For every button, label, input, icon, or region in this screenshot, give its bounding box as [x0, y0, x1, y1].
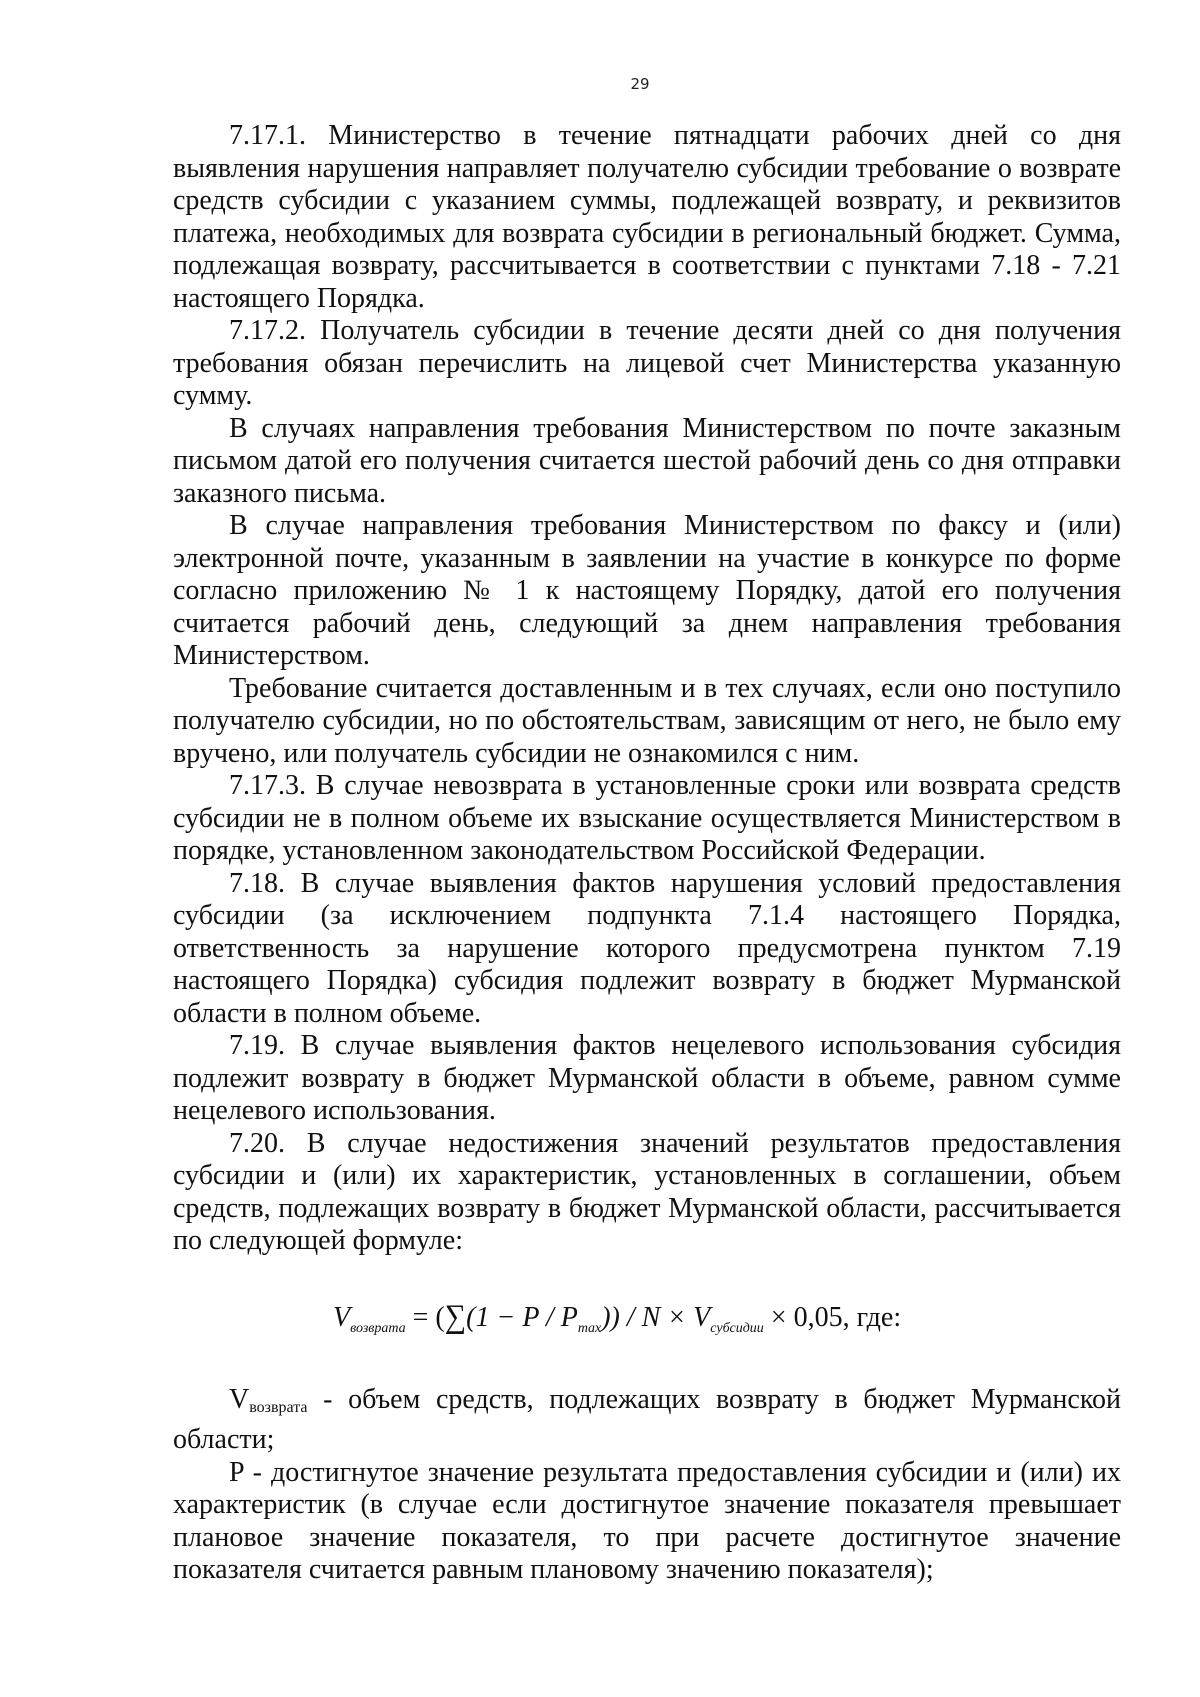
- definition-v-symbol: V: [229, 1383, 250, 1415]
- paragraph-7-17-1: 7.17.1. Министерство в течение пятнадцати рабочих дней со дня выявления нарушения направляет получателю субсидии требование о возврате средств субсидии с указанием суммы, подлежащей возврату, и реквизитов платежа, необходимых для возврата субсидии в региональный бюджет. Сумма, подлежащая возврату, рассчитывается в соответствии с пунктами 7.18 - 7.21 настоящего Порядка.: [173, 120, 1121, 314]
- formula-sigma-symbol: ∑: [444, 1297, 467, 1335]
- formula-pmax-sub: max: [577, 1320, 602, 1336]
- paragraph-mail-delivery: В случаях направления требования Министерством по почте заказным письмом датой его получения считается шестой рабочий день со дня отправки заказного письма.: [173, 412, 1121, 509]
- formula-equals-open: = (: [405, 1301, 445, 1333]
- definition-v-return: [173, 1384, 1121, 1457]
- paragraph-7-17-2: 7.17.2. Получатель субсидии в течение десяти дней со дня получения требования обязан перечислить на лицевой счет Министерства указанную сумму.: [173, 315, 1121, 411]
- paragraph-7-17-3: 7.17.3. В случае невозврата в установленные сроки или возврата средств субсидии не в полном объеме их взыскание осуществляется Министерством в порядке, установленном законодательством Российской Федерации.: [173, 770, 1121, 866]
- formula-subsidy-sub: субсидии: [710, 1320, 764, 1336]
- definition-v-sub: возврата: [249, 1398, 308, 1416]
- document-body: [173, 120, 1121, 1587]
- paragraph-delivered-requirement: Требование считается доставленным и в тех случаях, если оно поступило получателю субсидии, но по обстоятельствам, зависящим от него, не было ему вручено, или получатель субсидии не ознакомился с ним.: [173, 672, 1121, 769]
- formula-inner: (1 − P / P: [466, 1301, 578, 1333]
- page-number: 29: [630, 75, 650, 93]
- formula-v-return-sub: возврата: [350, 1320, 406, 1336]
- paragraph-fax-delivery: В случае направления требования Министерством по факсу и (или) электронной почте, указанным в заявлении на участие в конкурсе по форме согласно приложению № 1 к настоящему Порядку, датой его получения считается рабочий день, следующий за днем направления требования Министерством.: [173, 510, 1121, 671]
- return-amount-formula: [173, 1297, 1121, 1346]
- paragraph-7-20: 7.20. В случае недостижения значений результатов предоставления субсидии и (или) их характеристик, установленных в соглашении, объем средств, подлежащих возврату в бюджет Мурманской области, рассчитывается по следующей формуле:: [173, 1127, 1121, 1256]
- definition-p: P - достигнутое значение результата предоставления субсидии и (или) их характеристик (в случае если достигнутое значение показателя превышает плановое значение показателя, то при расчете достигнутое значение показателя считается равным плановому значению показателя);: [173, 1456, 1121, 1585]
- paragraph-7-19: 7.19. В случае выявления фактов нецелевого использования субсидия подлежит возврату в бюджет Мурманской области в объеме, равном сумме нецелевого использования.: [173, 1030, 1121, 1126]
- formula-v-symbol: V: [333, 1301, 351, 1333]
- formula-tail: × 0,05, где:: [763, 1301, 902, 1333]
- formula-close-div: )) / N × V: [601, 1301, 711, 1333]
- paragraph-7-18: 7.18. В случае выявления фактов нарушения условий предоставления субсидии (за исключением подпункта 7.1.4 настоящего Порядка, ответственность за нарушение которого предусмотрена пунктом 7.19 настоящего Порядка) субсидия подлежит возврату в бюджет Мурманской области в полном объеме.: [173, 867, 1121, 1029]
- definition-v-text: - объем средств, подлежащих возврату в бюджет Мурманской области;: [173, 1383, 1121, 1455]
